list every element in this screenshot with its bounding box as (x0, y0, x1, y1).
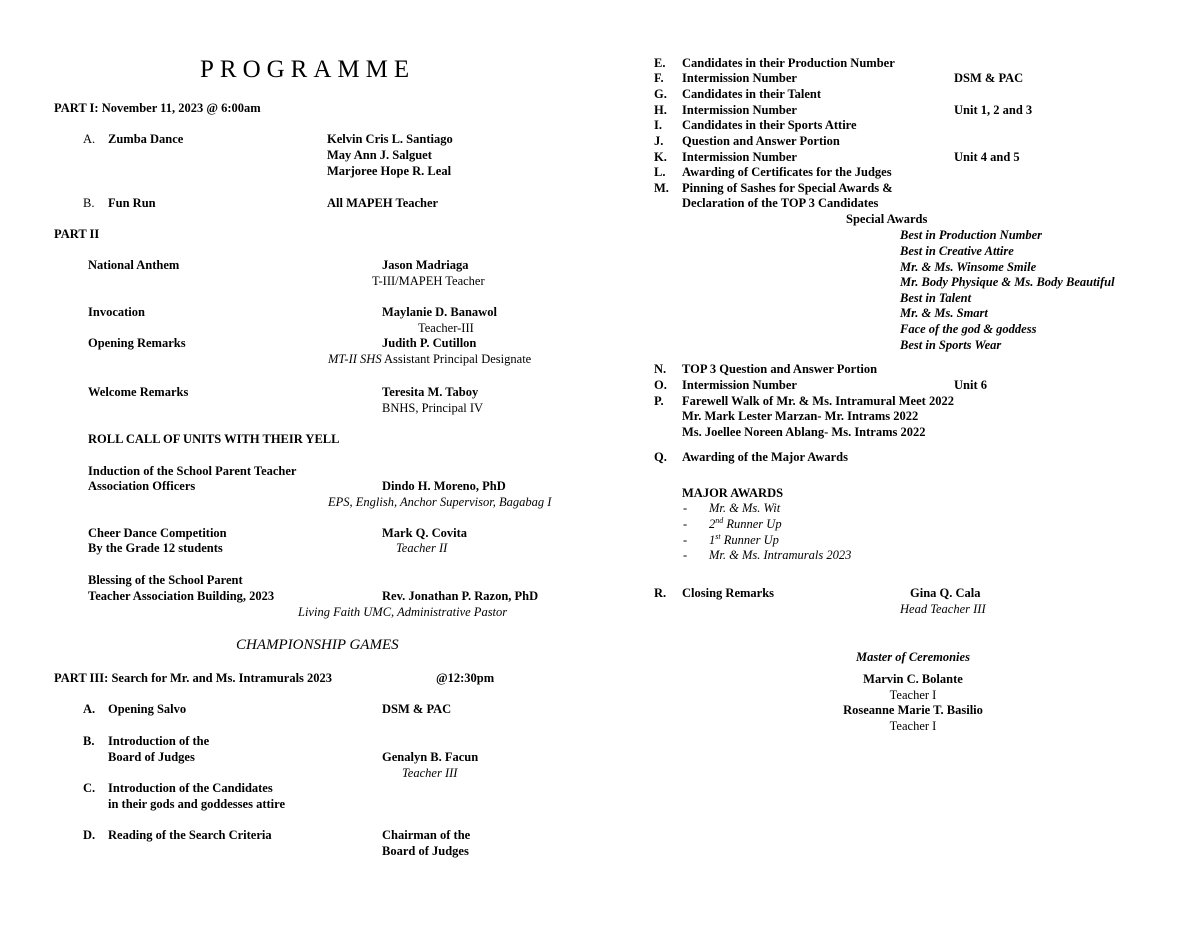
major-award-bullet-3: - (683, 533, 688, 547)
induction-name: Dindo H. Moreno, PhD (382, 479, 506, 493)
part3-b-role: Teacher III (402, 766, 458, 780)
part3-a-value: DSM & PAC (382, 702, 452, 716)
blessing-label-1: Blessing of the School Parent (88, 573, 243, 587)
item-e-letter: E. (654, 56, 666, 70)
item-n-label: TOP 3 Question and Answer Portion (682, 362, 878, 376)
invocation-label: Invocation (88, 305, 145, 319)
special-awards-heading: Special Awards (846, 212, 928, 226)
mc-role-2: Teacher I (889, 719, 937, 733)
item-q-letter: Q. (654, 450, 667, 464)
welcome-label: Welcome Remarks (88, 385, 189, 399)
cheer-name: Mark Q. Covita (382, 526, 468, 540)
item-o-label: Intermission Number (682, 378, 797, 392)
cheer-role: Teacher II (396, 541, 448, 555)
invocation-name: Maylanie D. Banawol (382, 305, 497, 319)
part2-heading: PART II (54, 227, 100, 241)
item-r-label: Closing Remarks (682, 586, 775, 600)
item-l-label: Awarding of Certificates for the Judges (682, 165, 892, 179)
part1-a-person-2: May Ann J. Salguet (327, 148, 432, 162)
major-award-bullet-4: - (683, 548, 688, 562)
major-award-2: 2nd Runner Up (709, 515, 782, 531)
part3-time: @12:30pm (436, 671, 495, 685)
special-award-2: Best in Creative Attire (900, 244, 1014, 258)
part3-c-label-2: in their gods and goddesses attire (108, 797, 285, 811)
item-o-letter: O. (654, 378, 667, 392)
anthem-label: National Anthem (88, 258, 180, 272)
mc-name-2: Roseanne Marie T. Basilio (843, 703, 983, 717)
roll-call: ROLL CALL OF UNITS WITH THEIR YELL (88, 432, 340, 446)
part1-a-person-1: Kelvin Cris L. Santiago (327, 132, 453, 146)
part3-c-label-1: Introduction of the Candidates (108, 781, 273, 795)
item-i-label: Candidates in their Sports Attire (682, 118, 857, 132)
item-k-value: Unit 4 and 5 (954, 150, 1020, 164)
item-k-letter: K. (654, 150, 667, 164)
part1-b-person-1: All MAPEH Teacher (327, 196, 439, 210)
major-award-bullet-1: - (683, 501, 688, 515)
blessing-label-2: Teacher Association Building, 2023 (88, 589, 275, 603)
championship-heading: CHAMPIONSHIP GAMES (236, 637, 399, 653)
item-m-line-2: Declaration of the TOP 3 Candidates (682, 196, 879, 210)
part3-d-value-1: Chairman of the (382, 828, 471, 842)
special-award-7: Face of the god & goddess (900, 322, 1037, 336)
invocation-role: Teacher-III (418, 321, 474, 335)
item-e-label: Candidates in their Production Number (682, 56, 895, 70)
item-p-letter: P. (654, 394, 664, 408)
item-r-name: Gina Q. Cala (910, 586, 981, 600)
anthem-role: T-III/MAPEH Teacher (372, 274, 485, 288)
item-l-letter: L. (654, 165, 666, 179)
part3-d-label: Reading of the Search Criteria (108, 828, 272, 842)
special-award-4: Mr. Body Physique & Ms. Body Beautiful (900, 275, 1115, 289)
item-f-label: Intermission Number (682, 71, 797, 85)
special-award-6: Mr. & Ms. Smart (900, 306, 988, 320)
major-award-1: Mr. & Ms. Wit (709, 501, 781, 515)
mc-name-1: Marvin C. Bolante (863, 672, 963, 686)
major-award-3: 1st Runner Up (709, 531, 779, 547)
part3-b-letter: B. (83, 734, 95, 748)
part1-b-label: Fun Run (108, 196, 156, 210)
item-j-letter: J. (654, 134, 664, 148)
anthem-name: Jason Madriaga (382, 258, 469, 272)
item-p-label: Farewell Walk of Mr. & Ms. Intramural Meet 2022 (682, 394, 954, 408)
opening-label: Opening Remarks (88, 336, 186, 350)
blessing-role: Living Faith UMC, Administrative Pastor (298, 605, 508, 619)
opening-name: Judith P. Cutillon (382, 336, 477, 350)
major-award-4: Mr. & Ms. Intramurals 2023 (709, 548, 852, 562)
part1-b-letter: B. (83, 196, 95, 210)
part1-a-person-3: Marjoree Hope R. Leal (327, 164, 452, 178)
item-f-letter: F. (654, 71, 664, 85)
item-g-letter: G. (654, 87, 667, 101)
item-f-value: DSM & PAC (954, 71, 1024, 85)
item-p-line-2: Mr. Mark Lester Marzan- Mr. Intrams 2022 (682, 409, 919, 423)
item-h-value: Unit 1, 2 and 3 (954, 103, 1033, 117)
mc-heading: Master of Ceremonies (856, 650, 970, 664)
item-n-letter: N. (654, 362, 667, 376)
opening-role (328, 352, 531, 367)
part3-c-letter: C. (83, 781, 96, 795)
item-r-role: Head Teacher III (900, 602, 986, 616)
part3-d-letter: D. (83, 828, 96, 842)
item-j-label: Question and Answer Portion (682, 134, 840, 148)
part3-d-value-2: Board of Judges (382, 844, 469, 858)
item-q-label: Awarding of the Major Awards (682, 450, 848, 464)
part3-b-label-1: Introduction of the (108, 734, 210, 748)
part1-a-label: Zumba Dance (108, 132, 184, 146)
item-m-letter: M. (654, 181, 669, 195)
part3-heading: PART III: Search for Mr. and Ms. Intramurals 2023 (54, 671, 333, 685)
item-k-label: Intermission Number (682, 150, 797, 164)
special-award-8: Best in Sports Wear (900, 338, 1002, 352)
cheer-label-1: Cheer Dance Competition (88, 526, 227, 540)
part3-a-letter: A. (83, 702, 96, 716)
part1-heading: PART I: November 11, 2023 @ 6:00am (54, 101, 261, 115)
welcome-role: BNHS, Principal IV (382, 401, 484, 415)
special-award-1: Best in Production Number (900, 228, 1043, 242)
welcome-name: Teresita M. Taboy (382, 385, 479, 399)
opening-role-rest: Assistant Principal Designate (381, 352, 532, 366)
item-o-value: Unit 6 (954, 378, 987, 392)
induction-label-1: Induction of the School Parent Teacher (88, 464, 297, 478)
item-m-label: Pinning of Sashes for Special Awards & (682, 181, 893, 195)
part3-b-name: Genalyn B. Facun (382, 750, 479, 764)
item-h-label: Intermission Number (682, 103, 797, 117)
cheer-label-2: By the Grade 12 students (88, 541, 223, 555)
item-p-line-3: Ms. Joellee Noreen Ablang- Ms. Intrams 2022 (682, 425, 926, 439)
part3-a-label: Opening Salvo (108, 702, 187, 716)
major-awards-heading: MAJOR AWARDS (682, 486, 784, 500)
part3-b-label-2: Board of Judges (108, 750, 195, 764)
page-title: PROGRAMME (200, 56, 416, 83)
item-g-label: Candidates in their Talent (682, 87, 822, 101)
item-r-letter: R. (654, 586, 667, 600)
blessing-name: Rev. Jonathan P. Razon, PhD (382, 589, 539, 603)
item-h-letter: H. (654, 103, 667, 117)
opening-role-italic: MT-II SHS (328, 352, 382, 366)
special-award-5: Best in Talent (900, 291, 972, 305)
induction-role: EPS, English, Anchor Supervisor, Bagabag I (328, 495, 552, 509)
major-award-bullet-2: - (683, 517, 688, 531)
part1-a-letter: A. (83, 132, 96, 146)
item-i-letter: I. (654, 118, 662, 132)
mc-role-1: Teacher I (889, 688, 937, 702)
special-award-3: Mr. & Ms. Winsome Smile (900, 260, 1037, 274)
induction-label-2: Association Officers (88, 479, 196, 493)
